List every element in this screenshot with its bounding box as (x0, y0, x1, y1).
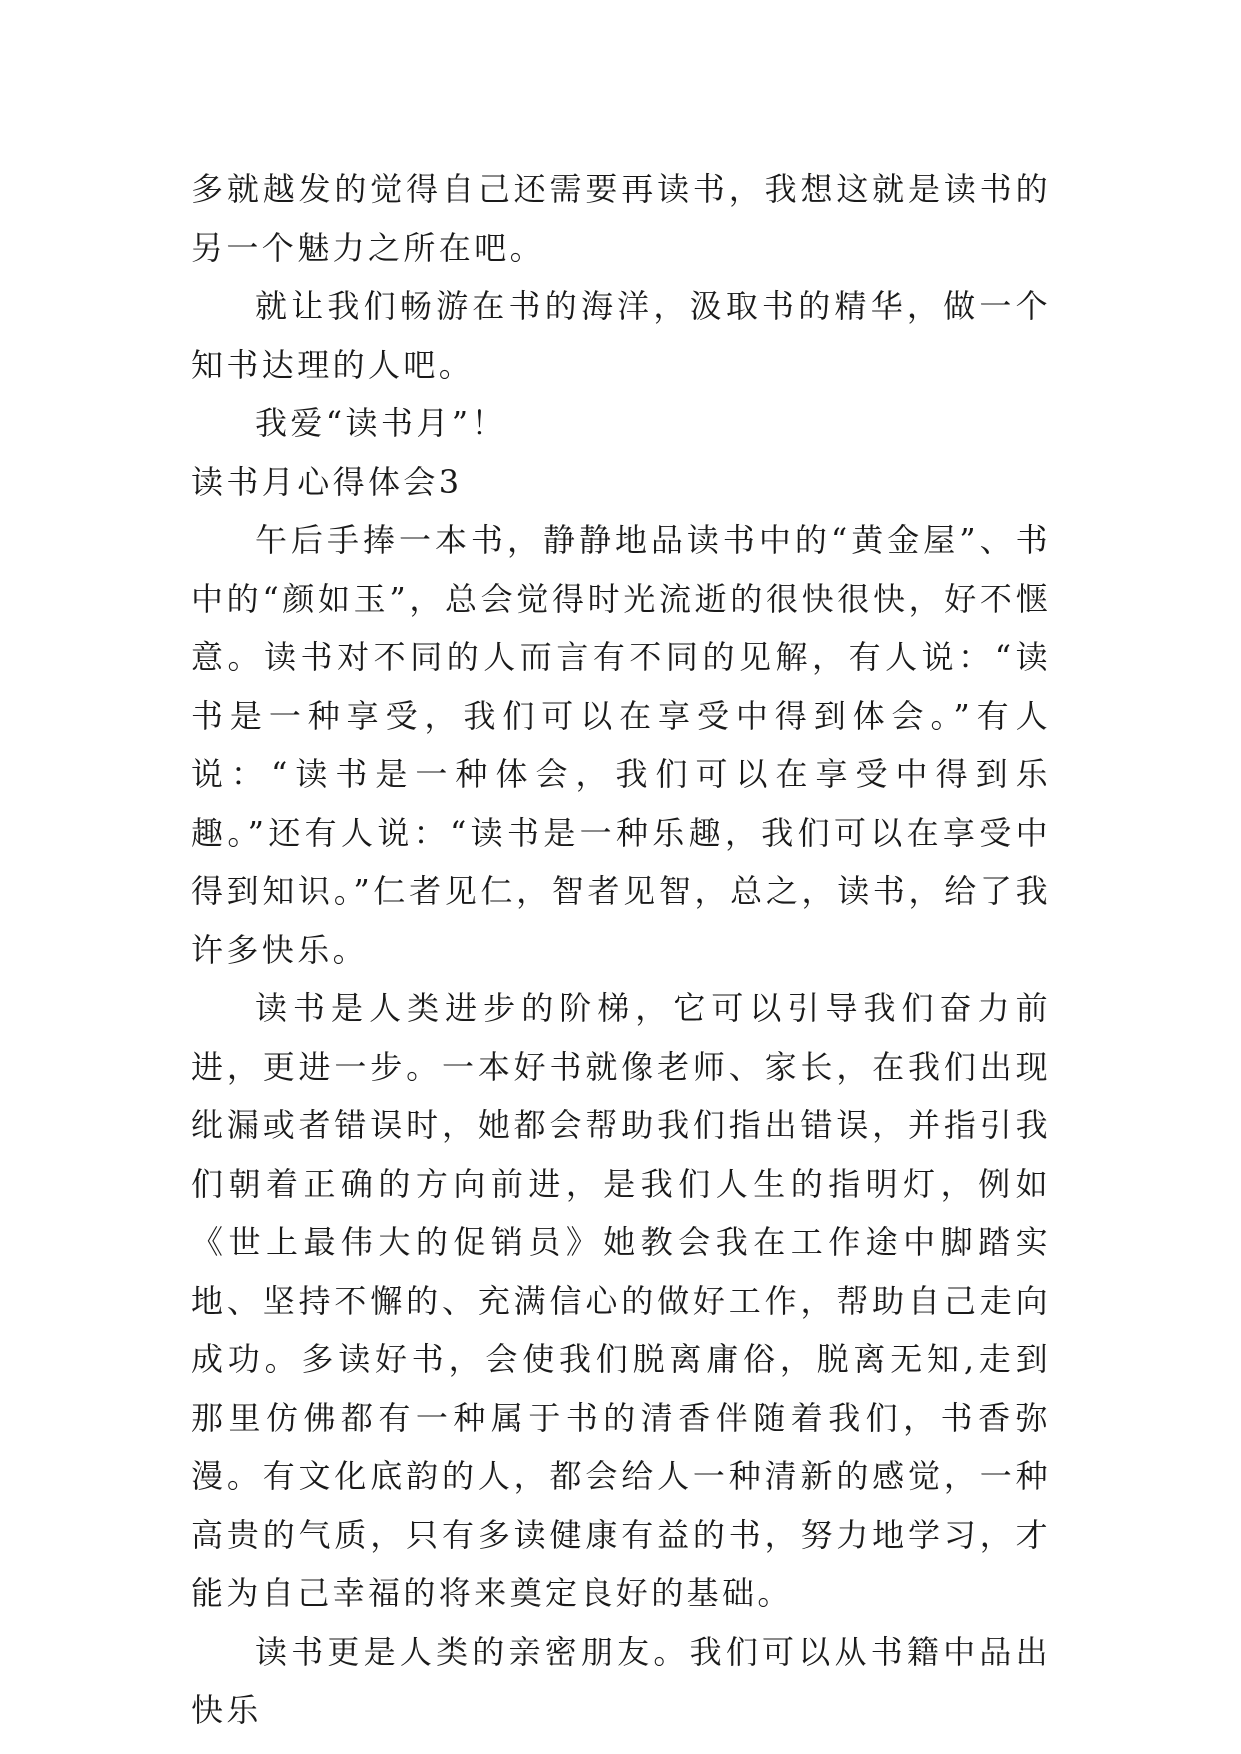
document-body (191, 160, 1051, 1740)
paragraph-continued: 多就越发的觉得自己还需要再读书，我想这就是读书的另一个魅力之所在吧。 (191, 170, 1051, 267)
paragraph-conclusion: 就让我们畅游在书的海洋，汲取书的精华，做一个知书达理的人吧。 (191, 287, 1051, 384)
paragraph-afternoon-reading: 午后手捧一本书，静静地品读书中的“黄金屋”、书中的“颜如玉”，总会觉得时光流逝的很快很快，好不惬意。读书对不同的人而言有不同的见解，有人说：“读书是一种享受，我们可以在享受中得到体会。”有人说：“读书是一种体会，我们可以在享受中得到乐趣。”还有人说：“读书是一种乐趣，我们可以在享受中得到知识。”仁者见仁，智者见智，总之，读书，给了我许多快乐。 (191, 521, 1051, 969)
paragraph-reading-friend: 读书更是人类的亲密朋友。我们可以从书籍中品出快乐 (191, 1632, 1051, 1729)
paragraph-reading-ladder: 读书是人类进步的阶梯，它可以引导我们奋力前进，更进一步。一本好书就像老师、家长，在我们出现纰漏或者错误时，她都会帮助我们指出错误，并指引我们朝着正确的方向前进，是我们人生的指明灯，例如《世上最伟大的促销员》她教会我在工作途中脚踏实地、坚持不懈的、充满信心的做好工作，帮助自己走向成功。多读好书，会使我们脱离庸俗，脱离无知,走到那里仿佛都有一种属于书的清香伴随着我们，书香弥漫。有文化底韵的人，都会给人一种清新的感觉，一种高贵的气质，只有多读健康有益的书，努力地学习，才能为自己幸福的将来奠定良好的基础。 (191, 989, 1051, 1612)
paragraph-exclamation: 我爱“读书月”！ (255, 404, 507, 442)
section-heading: 读书月心得体会3 (191, 462, 463, 501)
